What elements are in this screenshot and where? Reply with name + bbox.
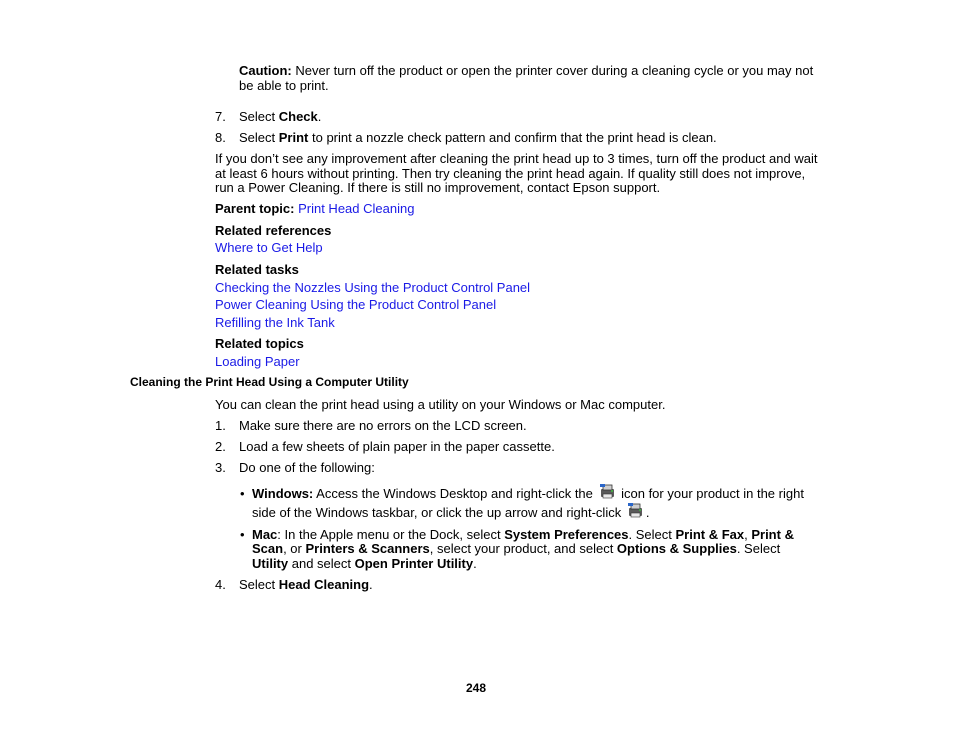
mac-text: : In the Apple menu or the Dock, select [277,527,505,542]
mac-bold: Print & Fax [675,527,745,542]
mac-text: and select [288,556,355,571]
loading-paper-link[interactable]: Loading Paper [215,354,300,369]
parent-topic-label: Parent topic: [215,201,295,216]
step-4 [215,577,373,592]
step-bold: Check [278,109,318,124]
mac-bold: Options & Supplies [616,541,737,556]
step-text: Select [239,130,279,145]
step-number: 2. [215,439,226,454]
improvement-line-3: run a Power Cleaning. If there is still no improvement, contact Epson support. [215,180,661,195]
heading-text: Related topics [215,336,304,351]
where-to-get-help-link[interactable]: Where to Get Help [215,240,323,255]
step-bold: Print [278,130,309,145]
mac-text: , select your product, and select [429,541,617,556]
mac-line-1 [252,527,794,542]
heading-text: Related references [215,223,332,238]
related-task-link[interactable] [215,315,335,330]
mac-text: , or [283,541,306,556]
step-number: 4. [215,577,226,592]
heading-text: Related tasks [215,262,299,277]
step-7 [215,109,321,124]
mac-label: Mac [252,527,278,542]
mac-bold: Printers & Scanners [305,541,430,556]
step-text: Select [239,109,279,124]
mac-text: , [744,527,752,542]
section-heading: Cleaning the Print Head Using a Computer Utility [130,375,409,389]
parent-topic [215,201,414,216]
step-number: 8. [215,130,226,145]
step-number: 3. [215,460,226,475]
mac-line-2 [252,541,780,556]
printer-tray-icon [599,484,616,500]
step-number: 7. [215,109,226,124]
bullet-dot: • [240,527,245,542]
related-reference-link[interactable] [215,240,323,255]
page-number: 248 [466,681,487,695]
mac-text: . Select [736,541,781,556]
improvement-line-1: If you don’t see any improvement after cleaning the print head up to 3 times, turn off the product and wait [215,151,818,166]
step-text: Select [239,577,279,592]
printer-tray-icon [627,503,644,519]
step-bold: Head Cleaning [278,577,370,592]
related-topic-link[interactable] [215,354,300,369]
related-topics-heading [215,336,304,351]
related-references-heading [215,223,331,238]
mac-text: . Select [628,527,676,542]
caution-label: Caution: [239,63,292,78]
step-text: Load a few sheets of plain paper in the paper cassette. [239,439,555,454]
bullet-dot: • [240,486,245,501]
step-3 [215,460,375,475]
checking-nozzles-link[interactable]: Checking the Nozzles Using the Product Control Panel [215,280,531,295]
mac-bold: System Preferences [504,527,629,542]
windows-line-1 [252,484,804,503]
mac-bold: Print & [751,527,794,542]
windows-line-2 [252,503,649,522]
windows-text: Access the Windows Desktop and right-click the [313,486,597,501]
mac-bold: Open Printer Utility [354,556,474,571]
windows-text: . [645,505,650,520]
caution-line-1 [239,63,813,78]
related-task-link[interactable] [215,297,496,312]
related-task-link[interactable] [215,280,530,295]
mac-bold: Utility [252,556,289,571]
step-1 [215,418,527,433]
bullet-mac [240,527,245,542]
mac-bold: Scan [252,541,284,556]
parent-topic-link[interactable]: Print Head Cleaning [298,201,415,216]
step-text: Do one of the following: [239,460,375,475]
step-2 [215,439,555,454]
step-text: to print a nozzle check pattern and confirm that the print head is clean. [308,130,717,145]
improvement-line-2: at least 6 hours without printing. Then try cleaning the print head again. If quality still does not improve, [215,166,806,181]
mac-text: . [473,556,477,571]
step-text: . [317,109,322,124]
related-tasks-heading [215,262,299,277]
power-cleaning-link[interactable]: Power Cleaning Using the Product Control Panel [215,297,497,312]
section-intro: You can clean the print head using a utility on your Windows or Mac computer. [215,397,666,412]
windows-text: icon for your product in the right [617,486,804,501]
caution-text: Never turn off the product or open the printer cover during a cleaning cycle or you may not [291,63,814,78]
refilling-ink-tank-link[interactable]: Refilling the Ink Tank [215,315,335,330]
windows-text: side of the Windows taskbar, or click the up arrow and right-click [252,505,625,520]
step-number: 1. [215,418,226,433]
caution-line-2: be able to print. [239,78,329,93]
step-text: . [369,577,373,592]
step-text: Make sure there are no errors on the LCD screen. [239,418,527,433]
step-8 [215,130,717,145]
mac-line-3 [252,556,477,571]
bullet-windows [240,486,245,501]
windows-label: Windows: [252,486,314,501]
